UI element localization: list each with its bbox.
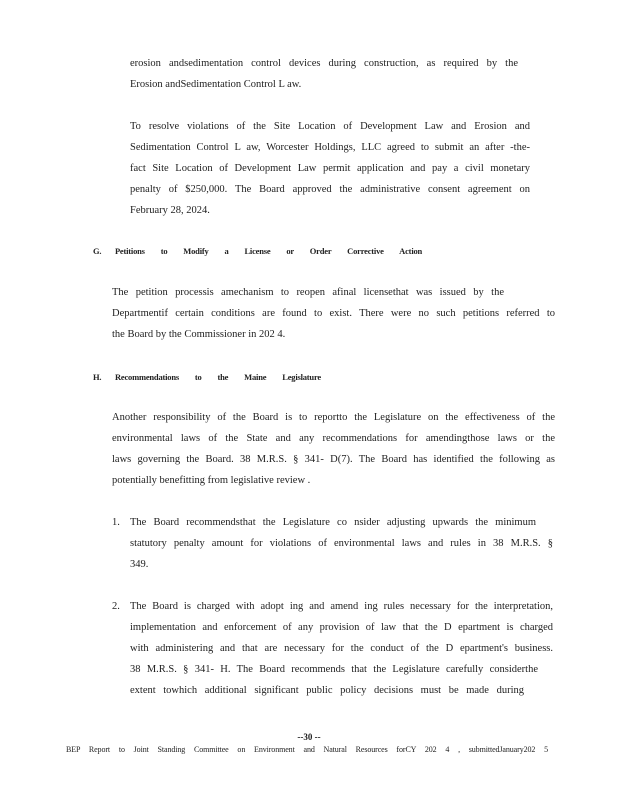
section-heading-g	[93, 246, 422, 256]
text-line: the Board by the Commissioner in 202 4.	[112, 329, 286, 340]
paragraph-violation	[130, 116, 530, 221]
text-line: To resolve violations of the Site Location of Development Law and Erosion and	[130, 121, 530, 132]
text-line: with administering and that are necessary for the conduct of the D epartment's business.	[130, 643, 553, 654]
text-line: The Board recommendsthat the Legislature co nsider adjusting upwards the minimum	[130, 517, 536, 528]
paragraph-responsibility	[112, 407, 555, 491]
section-title: Petitions to Modify a License or Order Corrective Action	[114, 246, 423, 256]
paragraph-petition	[112, 282, 555, 345]
section-title: Recommendations to the Maine Legislature	[114, 372, 321, 382]
list-item-number: 2.	[112, 601, 120, 612]
list-item	[130, 512, 553, 575]
text-line: 349.	[130, 559, 149, 570]
text-line: Another responsibility of the Board is to reportto the Legislature on the effectiveness of the	[112, 412, 555, 423]
text-line: potentially benefitting from legislative review .	[112, 475, 311, 486]
text-line: statutory penalty amount for violations of environmental laws and rules in 38 M.R.S. §	[130, 538, 553, 549]
paragraph-erosion	[130, 53, 518, 95]
page-number: --30 --	[297, 732, 321, 742]
text-line: Sedimentation Control L aw, Worcester Holdings, LLC agreed to submit an after -the-	[130, 142, 530, 153]
text-line: laws governing the Board. 38 M.R.S. § 341- D(7). The Board has identified the following as	[112, 454, 555, 465]
text-line: implementation and enforcement of any provision of law that the D epartment is charged	[130, 622, 553, 633]
text-line: The Board is charged with adopt ing and amend ing rules necessary for the interpretation,	[130, 601, 553, 612]
section-label: G.	[93, 246, 102, 256]
text-line: Departmentif certain conditions are found to exist. There were no such petitions referred to	[112, 308, 555, 319]
text-line: Erosion andSedimentation Control L aw.	[130, 79, 302, 90]
page-footer: BEP Report to Joint Standing Committee on Environment and Natural Resources forCY 202 4 , submittedJanuary202 5	[66, 745, 548, 754]
text-line: extent towhich additional significant public policy decisions must be made during	[130, 685, 524, 696]
text-line: 38 M.R.S. § 341- H. The Board recommends that the Legislature carefully considerthe	[130, 664, 538, 675]
text-line: penalty of $250,000. The Board approved the administrative consent agreement on	[130, 184, 530, 195]
list-item-number: 1.	[112, 517, 120, 528]
section-label: H.	[93, 372, 102, 382]
text-line: fact Site Location of Development Law permit application and pay a civil monetary	[130, 163, 530, 174]
text-line: erosion andsedimentation control devices during construction, as required by the	[130, 58, 518, 69]
section-heading-h	[93, 372, 321, 382]
text-line: The petition processis amechanism to reopen afinal licensethat was issued by the	[112, 287, 504, 298]
list-item	[130, 596, 553, 701]
text-line: environmental laws of the State and any recommendations for amendingthose laws or the	[112, 433, 555, 444]
text-line: February 28, 2024.	[130, 205, 210, 216]
